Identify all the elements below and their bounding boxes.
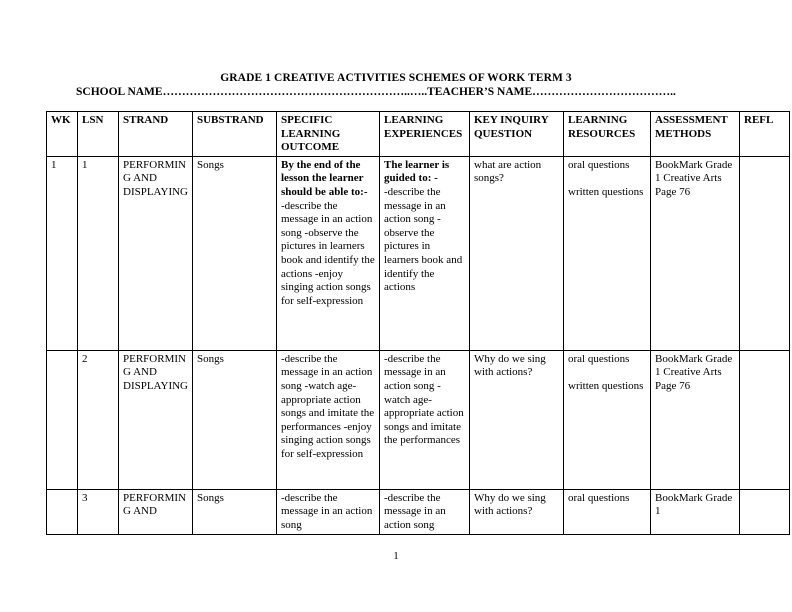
resource-item: oral questions	[568, 158, 630, 171]
cell-substrand: Songs	[193, 156, 277, 350]
header-resources: LEARNING RESOURCES	[564, 112, 651, 157]
cell-outcome	[277, 156, 380, 350]
cell-question: what are action songs?	[470, 156, 564, 350]
header-outcome: SPECIFIC LEARNING OUTCOME	[277, 112, 380, 157]
experiences-intro: The learner is guided to: -	[384, 158, 450, 185]
cell-experiences	[380, 156, 470, 350]
resource-item: written questions	[568, 379, 644, 392]
table-row	[47, 350, 790, 489]
scheme-table	[46, 111, 790, 535]
cell-lsn: 3	[78, 489, 119, 534]
cell-experiences: -describe the message in an action song -watch age-appropriate action songs and imitate the performances	[380, 350, 470, 489]
document-title: GRADE 1 CREATIVE ACTIVITIES SCHEMES OF WORK TERM 3	[220, 72, 572, 84]
cell-outcome: -describe the message in an action song -watch age-appropriate action songs and imitate the performances -enjoy singing action songs for self-expression	[277, 350, 380, 489]
cell-wk: 1	[47, 156, 78, 350]
experiences-text: -describe the message in an action song -observe the pictures in learners book and identify the actions	[384, 185, 463, 294]
cell-lsn: 1	[78, 156, 119, 350]
cell-assessment: BookMark Grade 1	[651, 489, 740, 534]
cell-resources	[564, 156, 651, 350]
cell-wk	[47, 489, 78, 534]
header-strand: STRAND	[119, 112, 193, 157]
resource-item: written questions	[568, 185, 644, 198]
cell-refl	[740, 489, 790, 534]
cell-strand: PERFORMING AND	[119, 489, 193, 534]
table-row	[47, 156, 790, 350]
page-number: 1	[393, 550, 399, 562]
header-refl: REFL	[740, 112, 790, 157]
cell-assessment: BookMark Grade 1 Creative Arts Page 76	[651, 350, 740, 489]
cell-strand: PERFORMING AND DISPLAYING	[119, 156, 193, 350]
resource-item: oral questions	[568, 491, 630, 504]
cell-assessment: BookMark Grade 1 Creative Arts Page 76	[651, 156, 740, 350]
cell-refl	[740, 350, 790, 489]
header-assessment: ASSESSMENT METHODS	[651, 112, 740, 157]
cell-refl	[740, 156, 790, 350]
cell-substrand: Songs	[193, 350, 277, 489]
cell-strand: PERFORMING AND DISPLAYING	[119, 350, 193, 489]
cell-question: Why do we sing with actions?	[470, 489, 564, 534]
resource-item: oral questions	[568, 352, 630, 365]
table-header-row	[47, 112, 790, 157]
header-question: KEY INQUIRY QUESTION	[470, 112, 564, 157]
header-substrand: SUBSTRAND	[193, 112, 277, 157]
cell-resources	[564, 350, 651, 489]
cell-question: Why do we sing with actions?	[470, 350, 564, 489]
cell-substrand: Songs	[193, 489, 277, 534]
cell-experiences: -describe the message in an action song	[380, 489, 470, 534]
cell-outcome: -describe the message in an action song	[277, 489, 380, 534]
cell-wk	[47, 350, 78, 489]
header-lsn: LSN	[78, 112, 119, 157]
outcome-intro: By the end of the lesson the learner should be able to:-	[281, 158, 368, 198]
header-wk: WK	[47, 112, 78, 157]
table-row	[47, 489, 790, 534]
cell-resources	[564, 489, 651, 534]
document-subtitle: SCHOOL NAME………………………………………………………..…..TEACHER’S NAME………………………………..	[76, 86, 676, 98]
cell-lsn: 2	[78, 350, 119, 489]
outcome-text: -describe the message in an action song -observe the pictures in learners book and identify the actions -enjoy singing action songs for self-expression	[281, 199, 375, 307]
header-experiences: LEARNING EXPERIENCES	[380, 112, 470, 157]
